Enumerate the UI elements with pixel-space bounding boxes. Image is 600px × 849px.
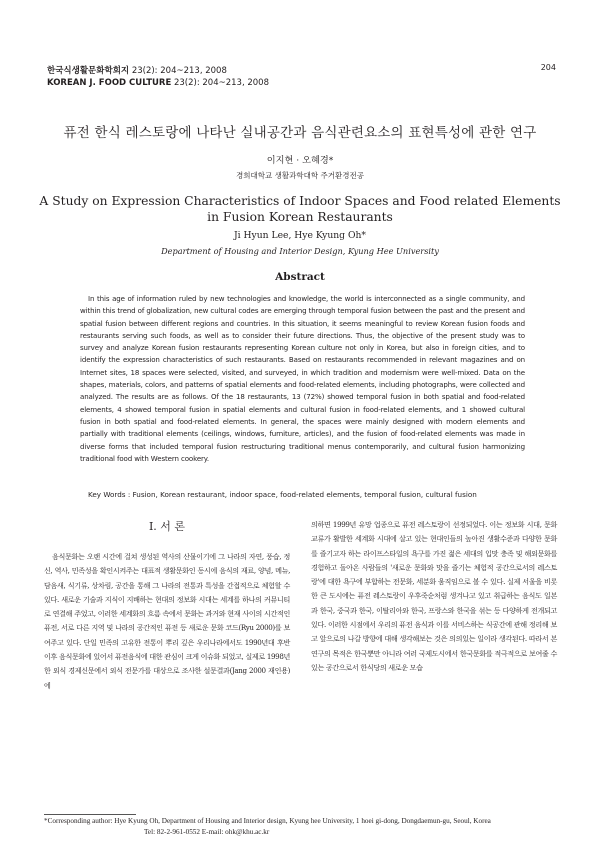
affiliation-korean: 경희대학교 생활과학대학 주거환경전공: [236, 171, 364, 180]
footnote-contact: Tel: 82-2-961-0552 E-mail: ohk@khu.ac.kr: [144, 828, 270, 836]
abstract-body: In this age of information ruled by new technologies and knowledge, the world is interconnected as a single community, and within this trend of globalization, new cultural codes are emerging through temporal fusion between the past and the present and spatial fusion between different regions and countries. In this situation, it seems meaningful to review Korean fusion foods and restaurants serving such foods, as well as to consider their future directions. Thus, the objective of the present study was to survey and analyze Korean fusion restaurants representing Korean culture not only in Korea, but also in foreign cities, and to identify the expression characteristics of such restaurants. Based on restaurants recommended in relevant magazines and on Internet sites, 18 spaces were selected, visited, and surveyed, in which tradition and modernism were well-mixed. Data on the shapes, materials, colors, and patterns of spatial elements and food-related elements, including photographs, were collected and analyzed. The results are as follows. Of the 18 restaurants, 13 (72%) showed temporal fusion in both spatial and food-related elements, 4 showed temporal fusion in spatial elements and cultural fusion in food-related elements, and 1 showed cultural fusion in both spatial and food-related elements. In general, the spaces were mainly designed with modern elements and partially with traditional elements (ceilings, windows, furniture, articles), and the fusion of food-related elements was made in diverse forms that included temporal fusion restructuring traditional menus contemporarily, and cultural fusion harmonizing traditional food with Western cookery.: [80, 294, 525, 463]
title-english: [0, 193, 600, 225]
body-column-right: 의하면 1999년 유망 업종으로 퓨전 레스토랑이 선정되었다. 이는 정보화 시대, 문화교류가 활발한 세계화 시대에 살고 있는 현대인들의 높아진 생활수준과 다양한 문화를 즐기고자 하는 라이프스타일의 욕구를 가진 젊은 세대의 입맛 충족 및 해외문화를 경험하고 돌아온 사람들의 '새로운 문화와 맛을 즐기는 체험적 공간으로서의 레스토랑'에 대한 욕구에 부합하는 전문화, 세분화 움직임으로 볼 수 있다. 실제 서울을 비롯한 큰 도시에는 퓨전 레스토랑이 우후죽순처럼 생겨나고 있고 취급하는 음식도 일본과 한국, 중국과 한국, 이탈리아와 한국, 프랑스와 한국을 섞는 등 다양하게 전개되고 있다. 이러한 시점에서 우리의 퓨전 음식과 이를 서비스하는 식공간에 관해 정리해 보고 앞으로의 나갈 방향에 대해 생각해보는 것은 의의있는 일이라 생각된다. 따라서 본 연구의 목적은 한국뿐만 아니라 여러 국제도시에서 한국문화를 적극적으로 보여줄 수 있는 공간으로서 한식당의 새로운 모습: [311, 520, 557, 672]
footnote-corresponding-author: *Corresponding author: Hye Kyung Oh, Department of Housing and Interior design, Kyung hee University, 1 hoei gi-dong, Dongdaemun-gu, Seoul, Korea: [44, 817, 491, 825]
authors-korean: 이지현 · 오혜경*: [266, 155, 334, 166]
section-heading-introduction: Ⅰ. 서 론: [148, 520, 186, 533]
journal-header-english: [47, 78, 269, 89]
journal-header-korean: [47, 66, 227, 77]
page-number: 204: [540, 63, 556, 72]
footnote: [44, 816, 564, 838]
journal-name-korean: 한국식생활문화학회지: [47, 66, 130, 76]
journal-citation-english: 23(2): 204~213, 2008: [171, 78, 269, 88]
body-column-left: 음식문화는 오랜 시간에 걸쳐 생성된 역사의 산물이기에 그 나라의 자연, 풍습, 정신, 역사, 민족성을 확인시켜주는 대표적 생활문화인 동시에 음식의 재료, 양념, 메뉴, 담음새, 식기류, 상차림, 공간을 통해 그 나라의 전통과 특성을 간접적으로 체험할 수 있다. 새로운 기술과 지식이 지배하는 현대의 정보화 시대는 세계를 하나의 커뮤니티로 연결해 주었고, 이러한 세계화의 흐름 속에서 문화는 과거와 현재 사이의 시간적인 퓨전, 서로 다른 지역 및 나라의 공간적인 퓨전 등 새로운 문화 코드(Ryu 2000)를 보여주고 있다. 단일 민족의 고유한 전통이 뿌리 깊은 우리나라에서도 1990년대 후반 이후 음식문화에 있어서 퓨전음식에 대한 관심이 크게 이슈화 되었고, 실제로 1998년 한 외식 경제신문에서 외식 전문가를 대상으로 조사한 설문결과(Jang 2000 재인용)에: [44, 552, 290, 690]
abstract-heading: Abstract: [275, 271, 325, 283]
footnote-divider: [44, 814, 136, 815]
title-english-line2: in Fusion Korean Restaurants: [207, 210, 393, 224]
journal-name-english: KOREAN J. FOOD CULTURE: [47, 78, 172, 88]
title-english-line1: A Study on Expression Characteristics of Indoor Spaces and Food related Elements: [39, 194, 561, 208]
authors-english: Ji Hyun Lee, Hye Kyung Oh*: [233, 230, 367, 241]
title-korean: 퓨전 한식 레스토랑에 나타난 실내공간과 음식관련요소의 표현특성에 관한 연구: [63, 125, 537, 141]
keywords: Key Words : Fusion, Korean restaurant, indoor space, food-related elements, temporal fusion, cultural fusion: [88, 490, 477, 499]
affiliation-english: Department of Housing and Interior Design, Kyung Hee University: [161, 246, 439, 256]
journal-citation-korean: 23(2): 204~213, 2008: [129, 66, 227, 76]
